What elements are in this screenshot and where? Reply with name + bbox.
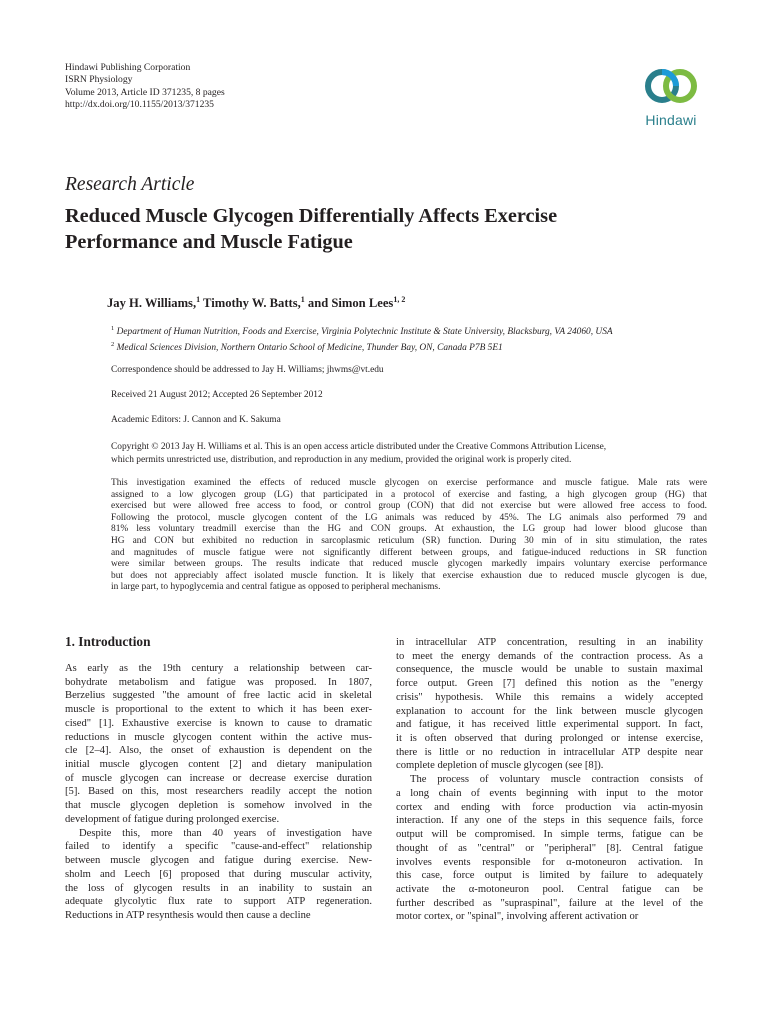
affiliation-marker: 1, 2: [393, 295, 406, 304]
text-line: assigned to a low glycogen group (LG) that participated in a protocol of exercise and fasting, a high glycogen group (HG) that: [111, 489, 707, 500]
text-line: sholm and Leech [6] proposed that during muscular activity,: [65, 868, 372, 880]
received-dates: Received 21 August 2012; Accepted 26 September 2012: [111, 390, 323, 400]
affiliation-number: 2: [111, 340, 115, 348]
academic-editors: Academic Editors: J. Cannon and K. Sakuma: [111, 415, 281, 425]
volume-info: Volume 2013, Article ID 371235, 8 pages: [65, 86, 225, 98]
text-line: further described as "supraspinal", failure at the level of the: [396, 897, 703, 909]
title-line: Reduced Muscle Glycogen Differentially Affects Exercise: [65, 205, 558, 227]
publisher-info: [65, 62, 225, 112]
text-line: The process of voluntary muscle contraction consists of: [410, 774, 703, 786]
text-line: development of fatigue during prolonged exercise.: [65, 813, 280, 825]
text-line: thought of as "central" or "peripheral" [8]. Central fatigue: [396, 842, 703, 854]
text-line: between muscle glycogen and fatigue during exercise. New-: [65, 855, 372, 867]
author-name: Timothy W. Batts,: [200, 296, 301, 311]
text-line: reductions in muscle glycogen content within the active mus-: [65, 731, 372, 743]
text-line: cle [2–4]. Also, the onset of exhaustion is dependent on the: [65, 745, 372, 757]
affiliation-number: 1: [111, 325, 115, 332]
article-title: [65, 203, 705, 255]
text-line: 81% less voluntary treadmill exercise than the HG and CON groups. At exhaustion, the LG group had lower blood glucose than: [111, 524, 707, 535]
doi-link[interactable]: http://dx.doi.org/10.1155/2013/371235: [65, 99, 214, 111]
copyright-line: which permits unrestricted use, distribution, and reproduction in any medium, provided the original work is properly cited.: [111, 454, 572, 465]
text-line: to meet the energy demands of the contraction process. As a: [396, 650, 703, 662]
text-line: As early as the 19th century a relationship between car-: [65, 663, 372, 674]
hindawi-wordmark: Hindawi: [645, 112, 697, 128]
publisher-name: Hindawi Publishing Corporation: [65, 62, 191, 73]
text-line: muscle is proportional to the extent to which it has been exer-: [65, 704, 372, 716]
text-line: Berzelius suggested "the amount of free lactic acid in skeletal: [65, 690, 372, 702]
text-line: [5]. Based on this, most researchers readily accept the notion: [65, 786, 372, 798]
affiliations: [111, 323, 613, 355]
text-line: cortex and ending with force production via actin-myosin: [396, 801, 703, 813]
text-line: explanation to account for the link between muscle glycogen: [396, 705, 703, 717]
title-line: Performance and Muscle Fatigue: [65, 231, 353, 253]
affiliation-line: [111, 339, 613, 355]
right-column: [396, 636, 703, 924]
text-line: Following the protocol, muscle glycogen content of the LG animals was reduced by 45%. The LG animals also performed 79 and: [111, 512, 707, 523]
text-line: This investigation examined the effects of reduced muscle glycogen on exercise performance and muscle fatigue. Male rats were: [111, 478, 707, 488]
correspondence: Correspondence should be addressed to Jay H. Williams; jhwms@vt.edu: [111, 365, 384, 375]
copyright-notice: [111, 441, 707, 467]
text-line: complete depletion of muscle glycogen (see [8]).: [396, 760, 604, 772]
abstract: [111, 478, 707, 594]
affiliation-text: Department of Human Nutrition, Foods and Exercise, Virginia Polytechnic Institute & State University, Blacksburg, VA 24060, USA: [114, 327, 613, 338]
affiliation-marker: 1: [196, 295, 201, 304]
text-line: consequence, the muscle would be unable to sustain maximal: [396, 664, 703, 676]
text-line: of muscle glycogen can increase or decrease exercise duration: [65, 772, 372, 784]
text-line: a long chain of events beginning with input to the motor: [396, 787, 703, 799]
author-name: and Simon Lees: [304, 296, 394, 311]
text-line: involves events responsible for α-motoneuron activation. In: [396, 856, 703, 868]
text-line: cised" [1]. Exhaustive exercise is known to cause to dramatic: [65, 717, 372, 729]
text-line: and magnitudes of muscle fatigue were not significantly different between groups, and fatigue-induced reductions in SR function: [111, 547, 707, 558]
affiliation-marker: 1: [300, 295, 305, 304]
text-line: that muscle glycogen depletion is somehow involved in the: [65, 800, 372, 812]
text-line: this case, force output is limited by failure to adequately: [396, 870, 703, 882]
text-line: activate the α-motoneuron pool. Central fatigue can be: [396, 883, 703, 895]
text-line: but does not appreciably affect isolated muscle function. It is likely that exercise exhaustion due to reduced muscle glycogen is due,: [111, 570, 707, 581]
author-name: Jay H. Williams,: [107, 296, 197, 311]
text-line: were similar between groups. The results indicate that reduced muscle glycogen markedly impairs voluntary exercise performance: [111, 559, 707, 570]
copyright-line: Copyright © 2013 Jay H. Williams et al. This is an open access article distributed under the Creative Commons Attribution License,: [111, 442, 607, 452]
hindawi-rings-icon: [641, 60, 701, 112]
article-type: Research Article: [65, 174, 195, 195]
text-line: exercised but were allowed free access to food, or control group (CON) that did not exercise but were allowed free access to food.: [111, 501, 707, 512]
section-heading: 1. Introduction: [65, 634, 151, 649]
text-line: adequate glycolytic flux rate to support ATP regeneration.: [65, 896, 372, 908]
text-line: in intracellular ATP concentration, resulting in an inability: [396, 637, 703, 648]
text-line: failed to identify a specific "cause-and-effect" relationship: [65, 841, 372, 853]
text-line: HG and CON but exhibited no reduction in sarcoplasmic reticulum (SR) function. During 30 min of in situ stimulation, the rates: [111, 535, 707, 546]
text-line: there is little or no reduction in intracellular ATP despite near: [396, 746, 703, 758]
hindawi-logo: [636, 60, 706, 130]
left-column: [65, 662, 372, 923]
text-line: Reductions in ATP resynthesis would then cause a decline: [65, 909, 311, 921]
text-line: interaction. If any one of the steps in this sequence fails, force: [396, 815, 703, 827]
text-line: initial muscle glycogen content [2] and dietary manipulation: [65, 759, 372, 771]
text-line: bohydrate metabolism and fatigue was proposed. In 1807,: [65, 676, 372, 688]
text-line: motor cortex, or "spinal", involving afferent activation or: [396, 911, 639, 923]
author-list: [107, 295, 405, 311]
text-line: output will be compromised. In simple terms, fatigue can be: [396, 829, 703, 841]
text-line: it is often observed that during prolonged or intense exercise,: [396, 733, 703, 745]
journal-name: ISRN Physiology: [65, 74, 133, 86]
text-line: crisis" hypothesis. While this remains a widely accepted: [396, 691, 703, 703]
text-line: in large part, to hypoglycemia and central fatigue as opposed to peripheral mechanisms.: [111, 582, 441, 593]
text-line: the loss of glycogen results in an inability to sustain an: [65, 882, 372, 894]
text-line: force output. Green [7] defined this notion as the "energy: [396, 678, 703, 690]
affiliation-line: [111, 323, 613, 339]
affiliation-text: Medical Sciences Division, Northern Ontario School of Medicine, Thunder Bay, ON, Canada P7B 5E1: [114, 343, 503, 354]
text-line: and fatigue, it has received little experimental support. In fact,: [396, 719, 703, 731]
text-line: Despite this, more than 40 years of investigation have: [79, 827, 372, 839]
